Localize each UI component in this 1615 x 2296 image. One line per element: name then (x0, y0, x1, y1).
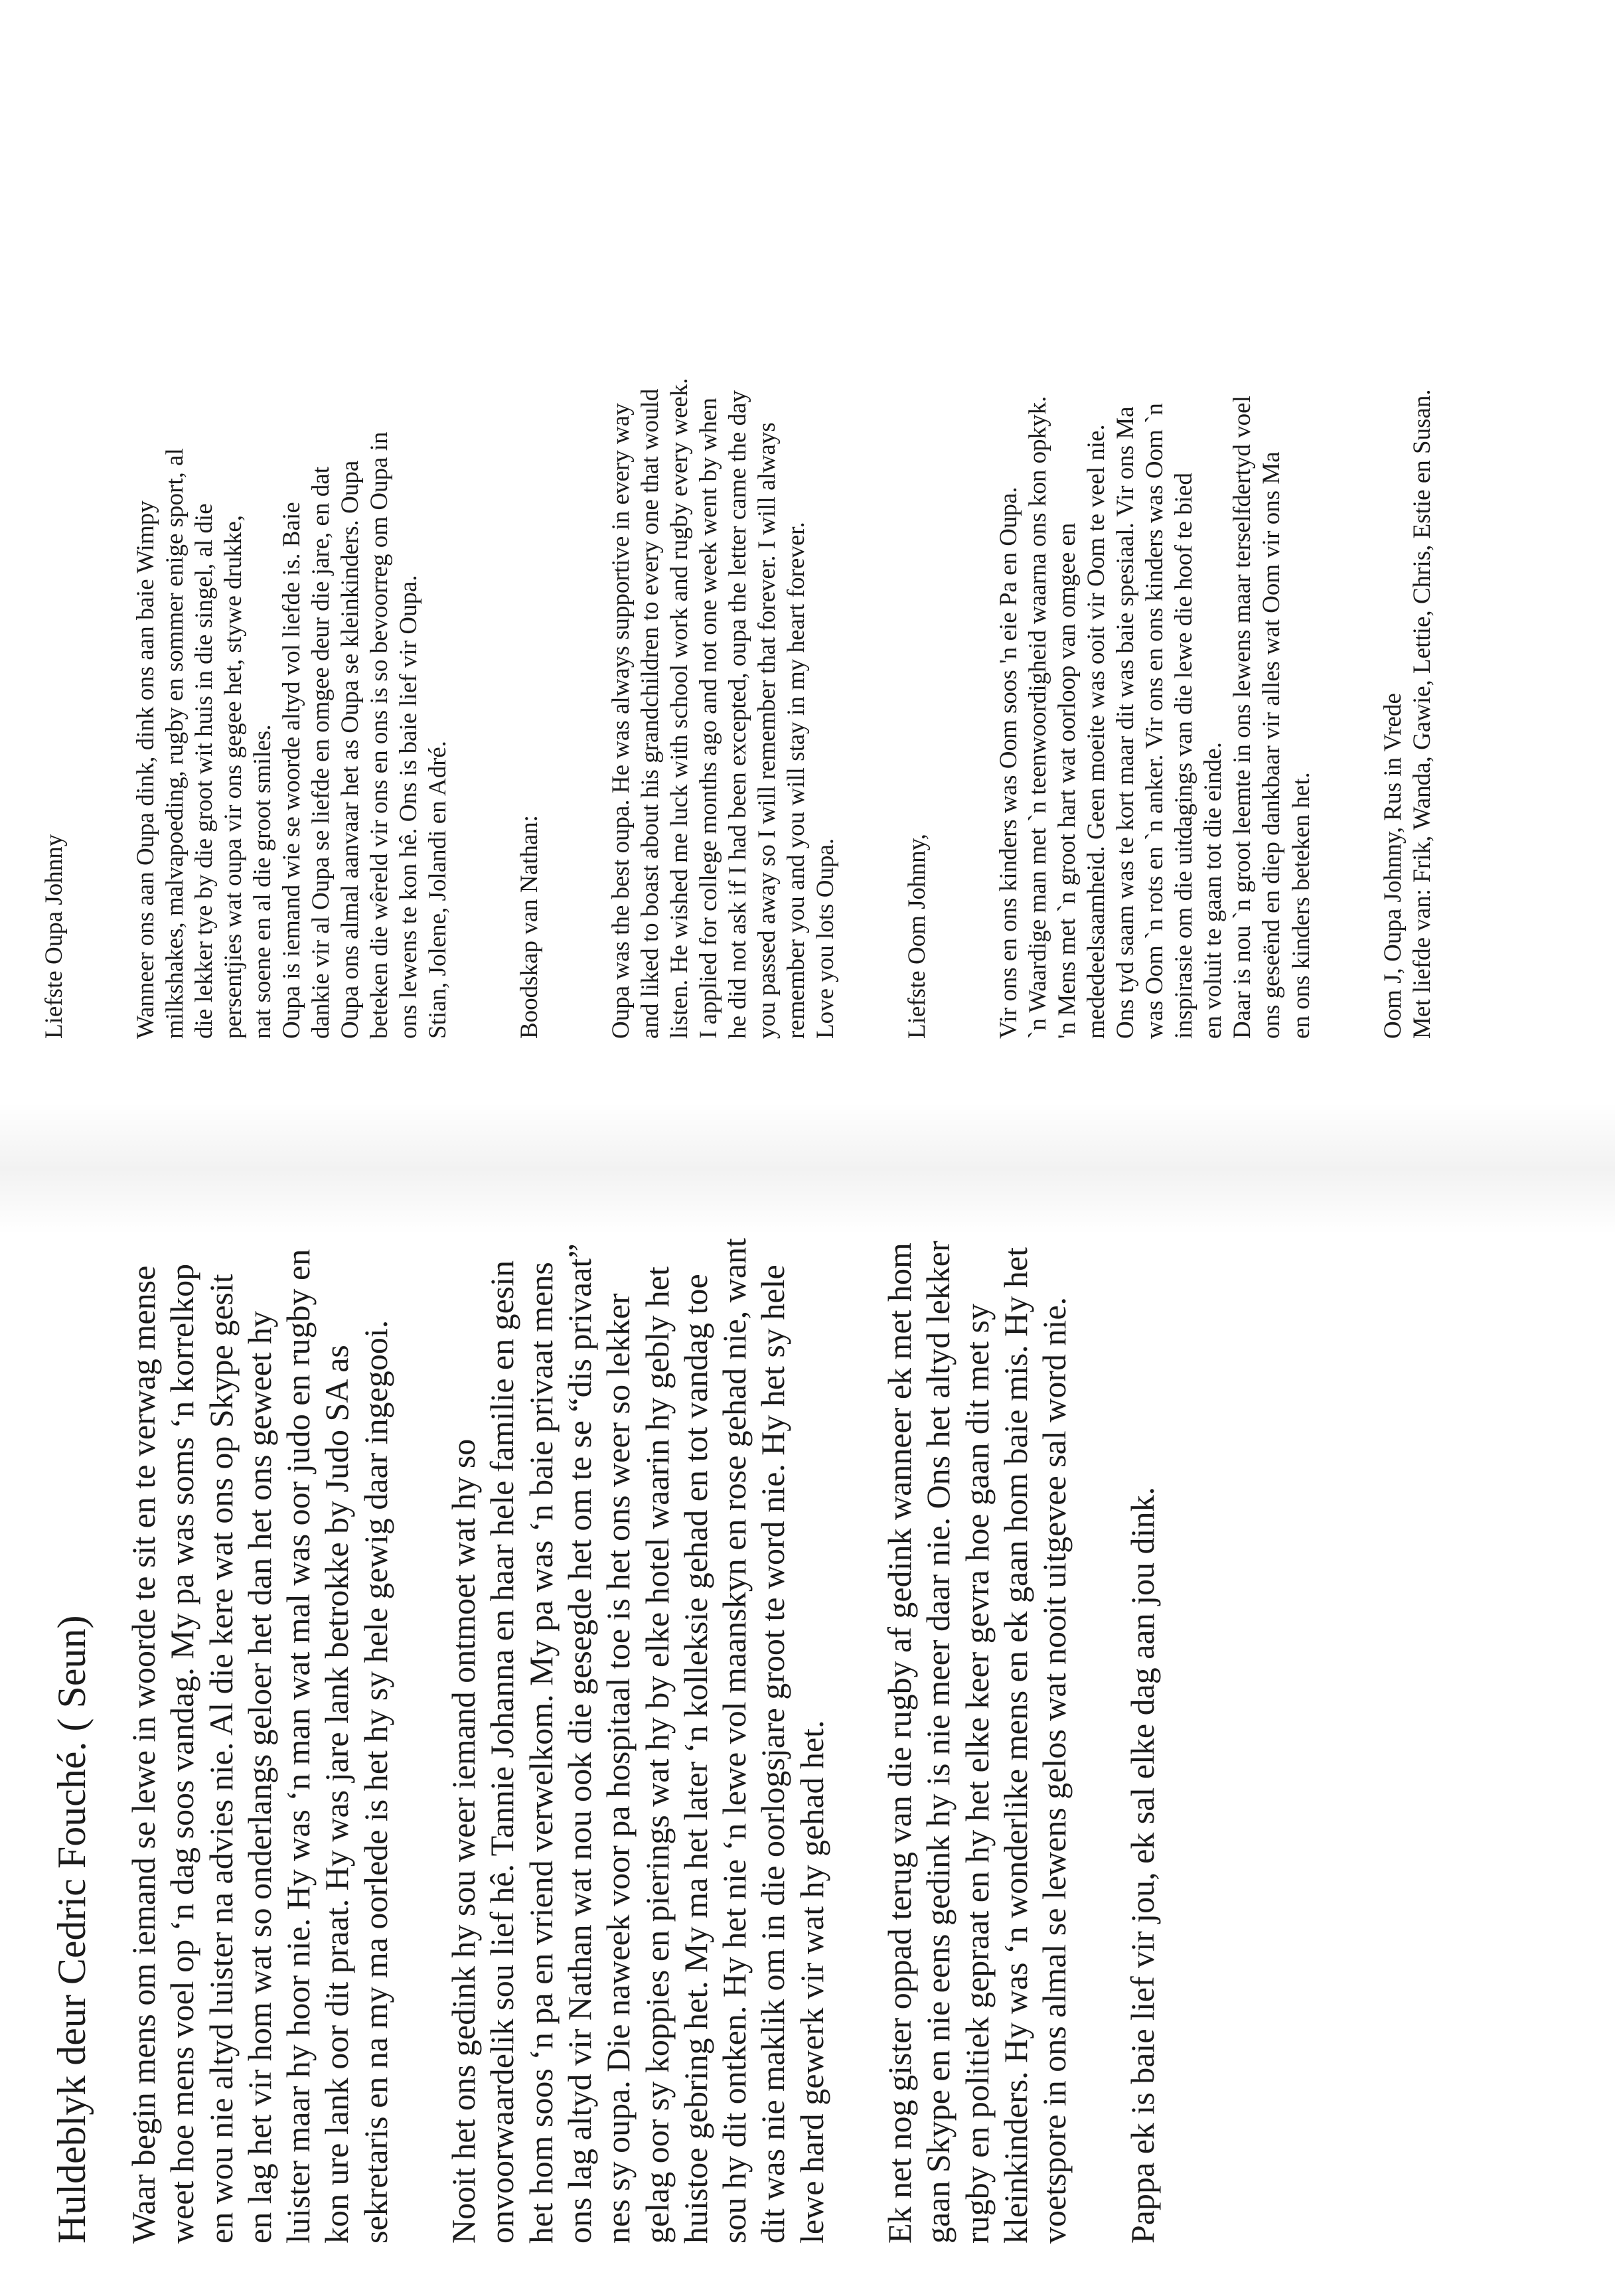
text-line: persentjies wat oupa vir ons gegee het, stywe drukke, (220, 514, 248, 1039)
tribute-closing (1379, 70, 1437, 1039)
text-line: `n Waardige man met `n teenwoordigheid waarna ons kon opkyk. (1024, 396, 1052, 1039)
text-line: inspirasie om die uitdagings van die lewe die hoof te bied (1170, 473, 1198, 1039)
signature-line: Stian, Jolene, Jolandi en Adré. (424, 740, 452, 1039)
text-line: milkshakes, malvapoeding, rugby en sommer enige sport, al (161, 448, 189, 1039)
text-line: die lekker tye by die groot wit huis in die singel, al die (191, 503, 218, 1039)
tributes-page (40, 70, 1593, 1039)
signature-line: Met liefde van: Frik, Wanda, Gawie, Lettie, Chris, Estie en Susan. (1408, 389, 1436, 1039)
text-line: Oupa ons almal aanvaar het as Oupa se kleinkinders. Oupa (337, 460, 364, 1039)
text-line: beteken die wêreld vir ons en ons is so bevoorreg om Oupa in (366, 431, 394, 1039)
text-line: ons lewens te kon hê. Ons is baie lief vir Oupa. (395, 575, 423, 1039)
text-line: remember you and you will stay in my heart forever. (783, 522, 810, 1039)
tribute-grandchildren (131, 70, 453, 1039)
text-line: nat soene en al die groot smiles. (249, 724, 277, 1039)
closing-line: Oom J, Oupa Johnny, Rus in Vrede (1379, 693, 1407, 1039)
text-line: he did not ask if I had been excepted, oupa the letter came the day (724, 390, 752, 1039)
tribute-oom (994, 70, 1316, 1039)
text-line: Daar is nou `n groot leemte in ons lewens maar terselfdertyd voel (1229, 396, 1257, 1039)
text-line: ons geseënd en diep dankbaar vir alles wat Oom vir ons Ma (1258, 451, 1286, 1039)
text-line: dankie vir al Oupa se liefde en omgee deur die jare, en dat (307, 467, 335, 1039)
text-line: Vir ons en ons kinders was Oom soos 'n eie Pa en Oupa. (995, 487, 1023, 1039)
eulogy-paragraph: Nooit het ons gedink hy sou weer iemand ontmoet wat hy so onvoorwaardelik sou lief hê. Tannie Johanna en haar hele familie en gesin het hom soos ‘n pa en vriend verwelkom. My pa was ‘n baie privaat mens ons lag altyd vir Nathan wat nou ook die gesegde het om te se “dis privaat” nes sy oupa. Die naweek voor pa hospitaal toe is het ons weer so lekker gelag oor sy koppies en pierings wat hy by elke hotel waarin hy gebly het huistoe gebring het. My ma het later ‘n kolleksie gehad en tot vandag toe sou hy dit ontken. Hy het nie ‘n lewe vol maanskyn en rose gehad nie, want dit was nie maklik om in die oorlogsjare groot te word nie. Hy het sy hele lewe hard gewerk vir wat hy gehad het. (445, 1238, 830, 2244)
tribute-nathan (607, 70, 840, 1039)
text-line: mededeelsaamheid. Geen moeite was ooit vir Oom te veel nie. (1083, 424, 1111, 1039)
eulogy-paragraph: Ek net nog gister oppad terug van die rugby af gedink wanneer ek met hom gaan Skype en nie eens gedink hy is nie meer daar nie. Ons het altyd lekker rugby en politiek gepraat en hy het elke keer gevra hoe gaan dit met sy kleinkinders. Hy was ‘n wonderlike mens en ek gaan hom baie mis. Hy het voetspore in ons almal se lewens gelos wat nooit uitgevee sal word nie. (881, 1241, 1073, 2244)
text-line: and liked to boast about his grandchildren to every one that would (637, 388, 664, 1039)
text-line: listen. He wished me luck with school work and rugby every week. (666, 378, 694, 1039)
text-line: Oupa was the best oupa. He was always supportive in every way (607, 403, 635, 1039)
eulogy-paragraph: Waar begin mens om iemand se lewe in woorde te sit en te verwag mense weet hoe mens voel op ‘n dag soos vandag. My pa was soms ‘n korrelkop en wou nie altyd luister na advies nie. Al die kere wat ons op Skype gesit en lag het vir hom wat so onderlangs geloer het dan het ons geweet hy luister maar hy hoor nie. Hy was ‘n man wat mal was oor judo en rugby en kon ure lank oor dit praat. Hy was jare lank betrokke by Judo SA as sekretaris en na my ma oorlede is het hy sy hele gewig daar ingegooi. (125, 1249, 394, 2244)
page-fold-shadow (0, 1102, 1615, 1235)
tribute-heading-oom: Liefste Oom Johnny, (903, 834, 931, 1039)
text-line: en voluit te gaan tot die einde. (1199, 742, 1227, 1039)
tribute-heading-grandchildren: Liefste Oupa Johnny (40, 834, 68, 1039)
text-line: Oupa is iemand wie se woorde altyd vol liefde is. Baie (278, 502, 306, 1039)
tribute-heading-nathan: Boodskap van Nathan: (516, 814, 544, 1039)
text-line: Ons tyd saam was te kort maar dit was baie spesiaal. Vir ons Ma (1112, 406, 1140, 1039)
text-line: Love you lots Oupa. (812, 838, 840, 1039)
text-line: I applied for college months ago and not one week went by when (695, 398, 723, 1039)
text-line: was Oom `n rots en `n anker. Vir ons en ons kinders was Oom `n (1141, 403, 1169, 1039)
text-line: 'n Mens met `n groot hart wat oorloop van omgee en (1053, 522, 1081, 1039)
text-line: en ons kinders beteken het. (1287, 772, 1315, 1039)
eulogy-title: Huldeblyk deur Cedric Fouché. ( Seun) (50, 1615, 94, 2244)
text-line: Wanneer ons aan Oupa dink, dink ons aan baie Wimpy (132, 500, 160, 1039)
text-line: you passed away so I will remember that forever. I will always (753, 422, 781, 1039)
eulogy-closing-line: Pappa ek is baie lief vir jou, ek sal elke dag aan jou dink. (1123, 1487, 1161, 2244)
eulogy-page (50, 1235, 1510, 2244)
